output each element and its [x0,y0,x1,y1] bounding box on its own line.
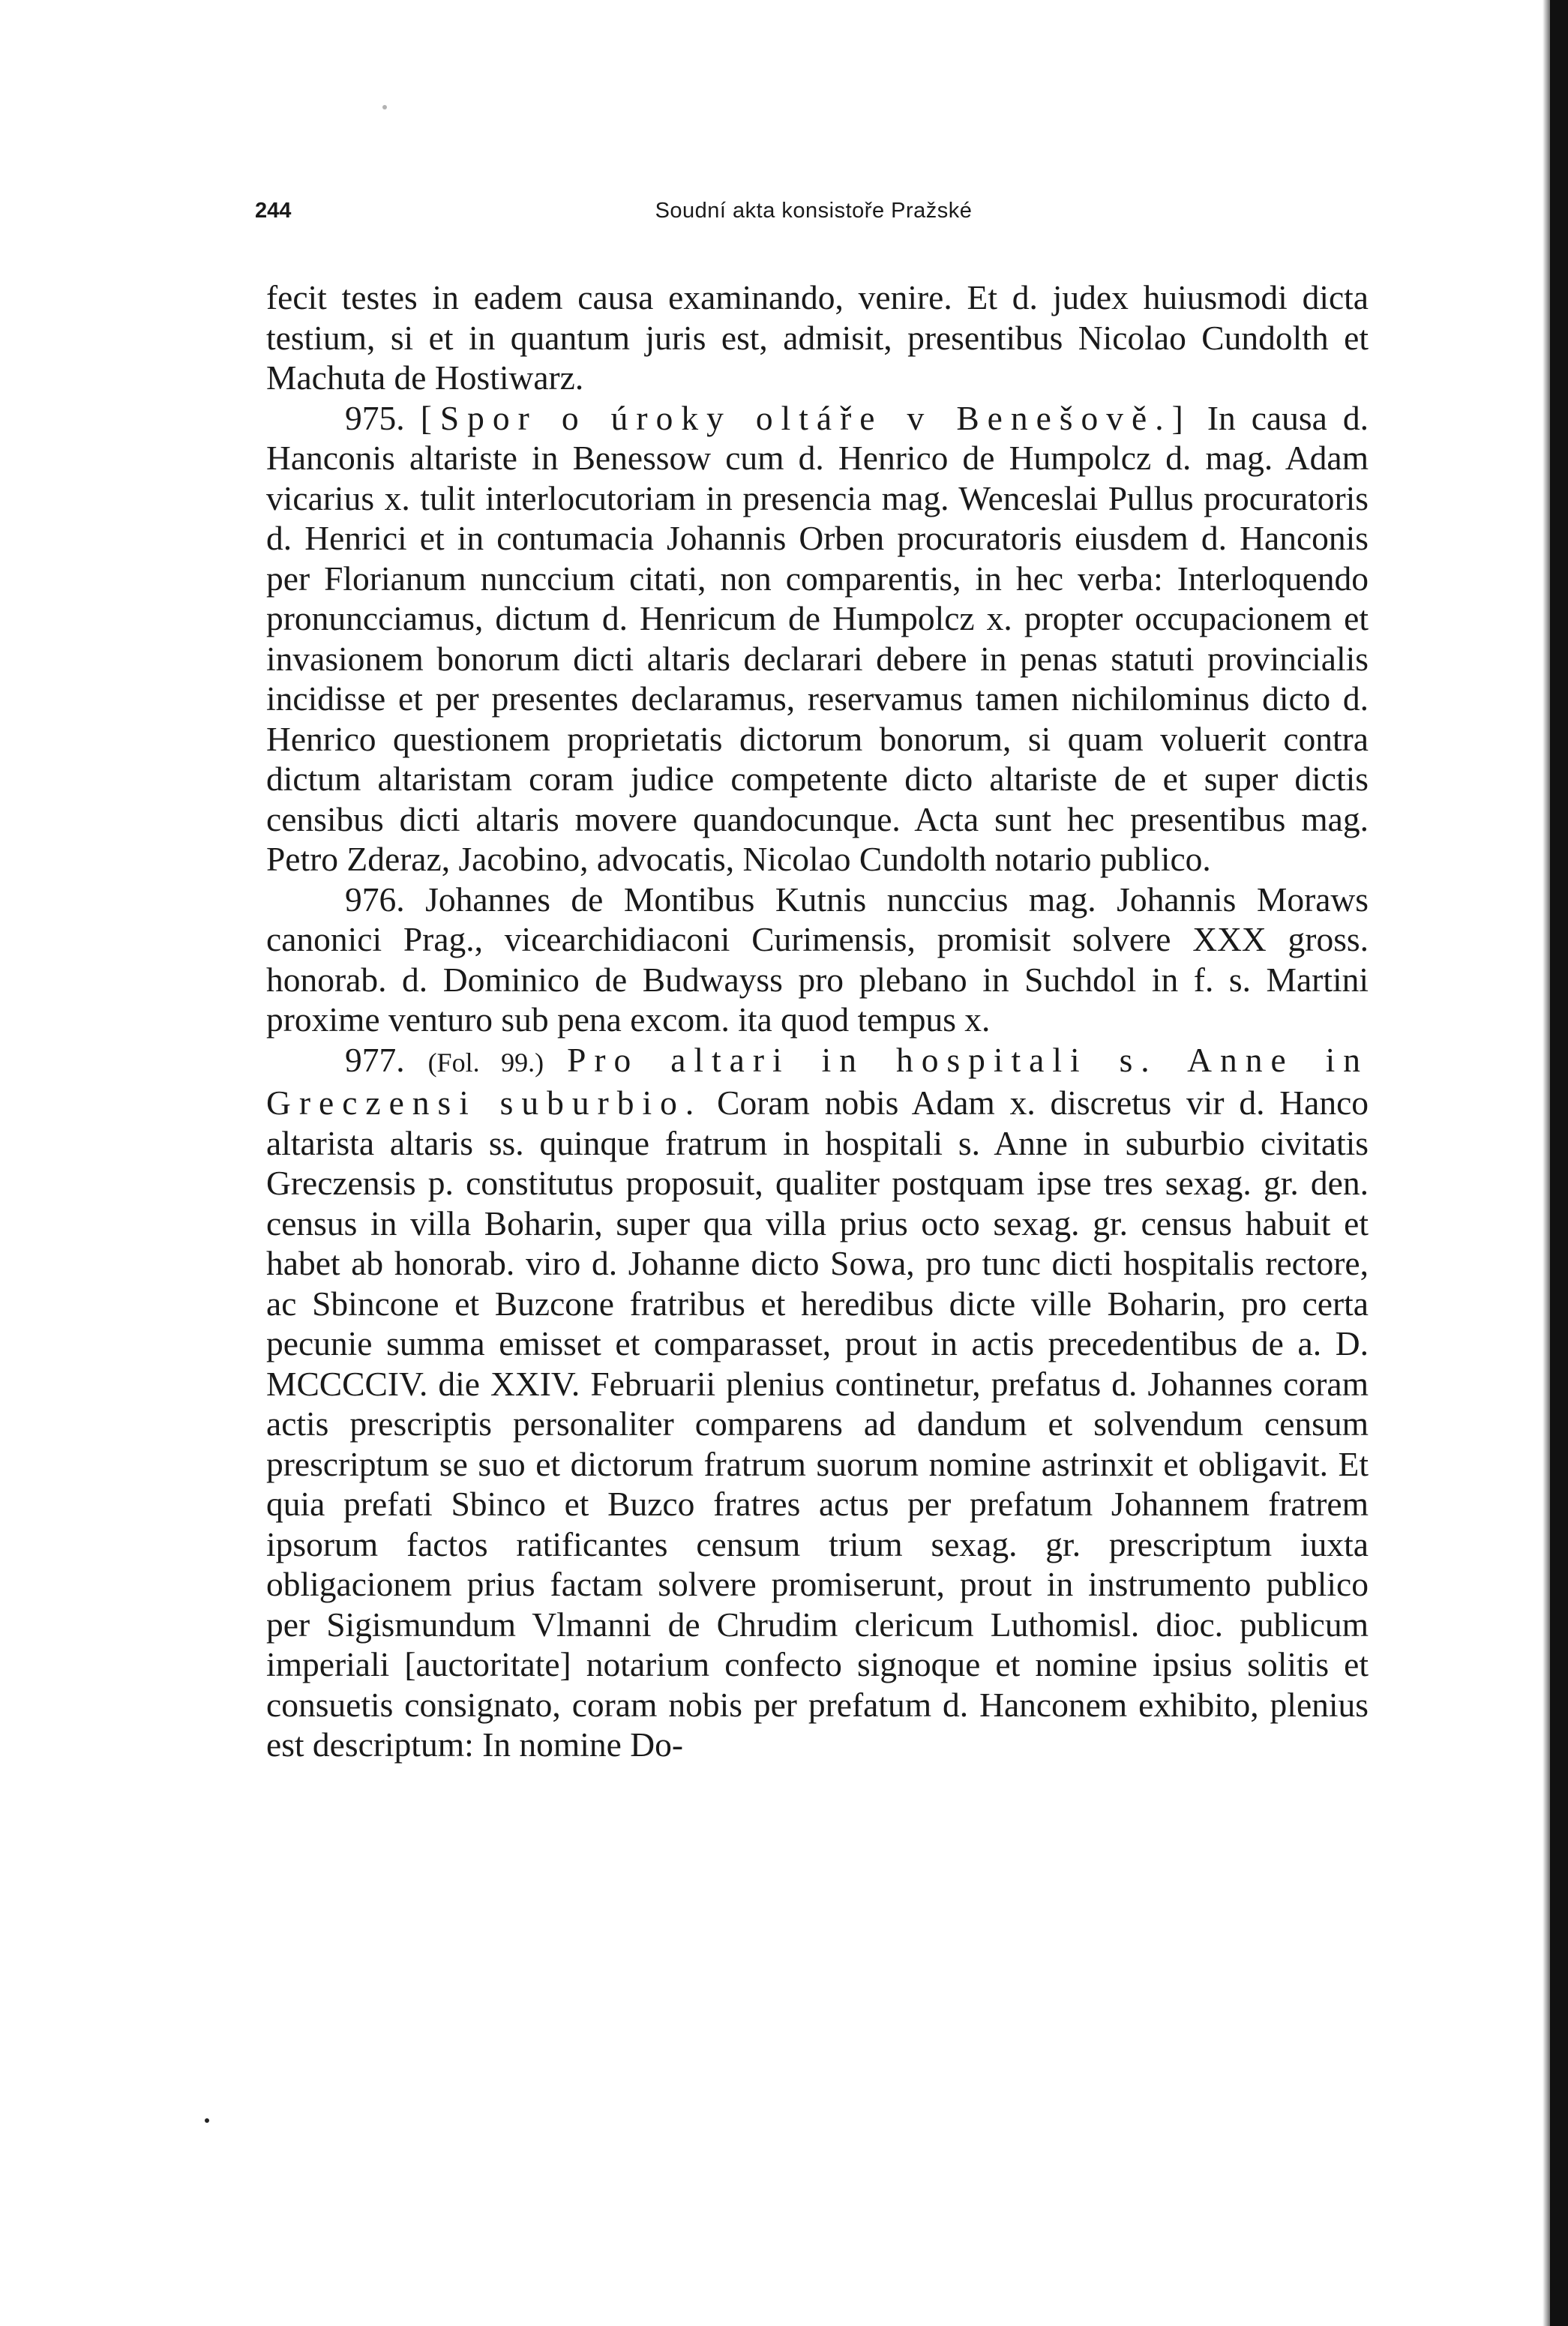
continuation-paragraph: fecit testes in eadem causa examinando, venire. Et d. judex huiusmodi dicta testium, si et in quantum juris est, admisit, presentibus Nicolao Cundolth et Machuta de Hostiwarz. [266,278,1369,397]
entry-976 [266,880,1369,1040]
entry-977 [266,1040,1369,1765]
entry-text: In causa d. Hanconis altariste in Benessow cum d. Henrico de Humpolcz d. mag. Adam vicarius x. tulit interlocutoriam in presencia mag. Wenceslai Pullus procuratoris d. Henrici et in contumacia Johannis Orben procuratoris eiusdem d. Hanconis per Florianum nunccium citati, non comparentis, in hec verba: Interloquendo pronuncciamus, dictum d. Henricum de Humpolcz x. propter occupacionem et invasionem bonorum dicti altaris declarari debere in penas statuti provincialis incidisse et per presentes declaramus, reservamus tamen nichilominus dicto d. Henrico questionem proprietatis dictorum bonorum, si quam voluerit contra dictum altaristam coram judice competente dicto altariste de et super dictis censibus dicti altaris movere quandocunque. Acta sunt hec presentibus mag. Petro Zderaz, Jacobino, advocatis, Nicolao Cundolth notario publico. [266,398,1369,878]
scan-speck [205,2118,209,2123]
entry-heading: [Spor o úroky oltáře v Benešově.] [420,398,1192,437]
page-edge [1550,0,1568,2326]
running-title: Soudní akta konsistoře Pražské [655,199,973,223]
folio-reference: (Fol. 99.) [427,1047,544,1078]
entry-text: Johannes de Montibus Kutnis nunccius mag. Johannis Moraws canonici Prag., vicearchidiaconi Curimensis, promisit solvere XXX gross. honorab. d. Dominico de Budwayss pro plebano in Suchdol in f. s. Martini proxime venturo sub pena excom. ita quod tempus x. [266,880,1369,1039]
entry-975 [266,398,1369,880]
main-text [266,277,1369,1765]
entry-number: 977. [345,1040,405,1079]
page-header [255,199,1372,232]
scan-speck [382,105,387,109]
page-edge-shadow [1543,0,1550,2326]
entry-text: Coram nobis Adam x. discretus vir d. Hanco altarista altaris ss. quinque fratrum in hospitali s. Anne in suburbio civitatis Greczensis p. constitutus proposuit, qualiter postquam ipse tres sexag. gr. den. census in villa Boharin, super qua villa prius octo sexag. gr. census habuit et habet ab honorab. viro d. Johanne dicto Sowa, pro tunc dicti hospitalis rectore, ac Sbincone et Buzcone fratribus et heredibus dicte ville Boharin, pro certa pecunie summa emisset et comparasset, prout in actis precedentibus de a. D. MCCCCIV. die XXIV. Februarii plenius continetur, prefatus d. Johannes coram actis prescriptis personaliter comparens ad dandum et solvendum censum prescriptum se suo et dictorum fratrum suorum nomine astrinxit et obligavit. Et quia prefati Sbinco et Buzco fratres actus per prefatum Johannem fratrem ipsorum factos ratificantes censum trium sexag. gr. prescriptum iuxta obligacionem prius factam solvere promiserunt, prout in instrumento publico per Sigismundum Vlmanni de Chrudim clericum Luthomisl. dioc. publicum imperiali [auctoritate] notarium confecto signoque et nomine ipsius solitis et consuetis consignato, coram nobis per prefatum d. Hanconem exhibito, plenius est descriptum: In nomine Do- [266,1084,1369,1764]
entry-number: 976. [345,880,405,919]
page-number: 244 [255,199,292,223]
entry-number: 975. [345,398,405,437]
entry-heading: Pro altari in hospitali s. Anne in Greczensi suburbio. [266,1040,1369,1122]
